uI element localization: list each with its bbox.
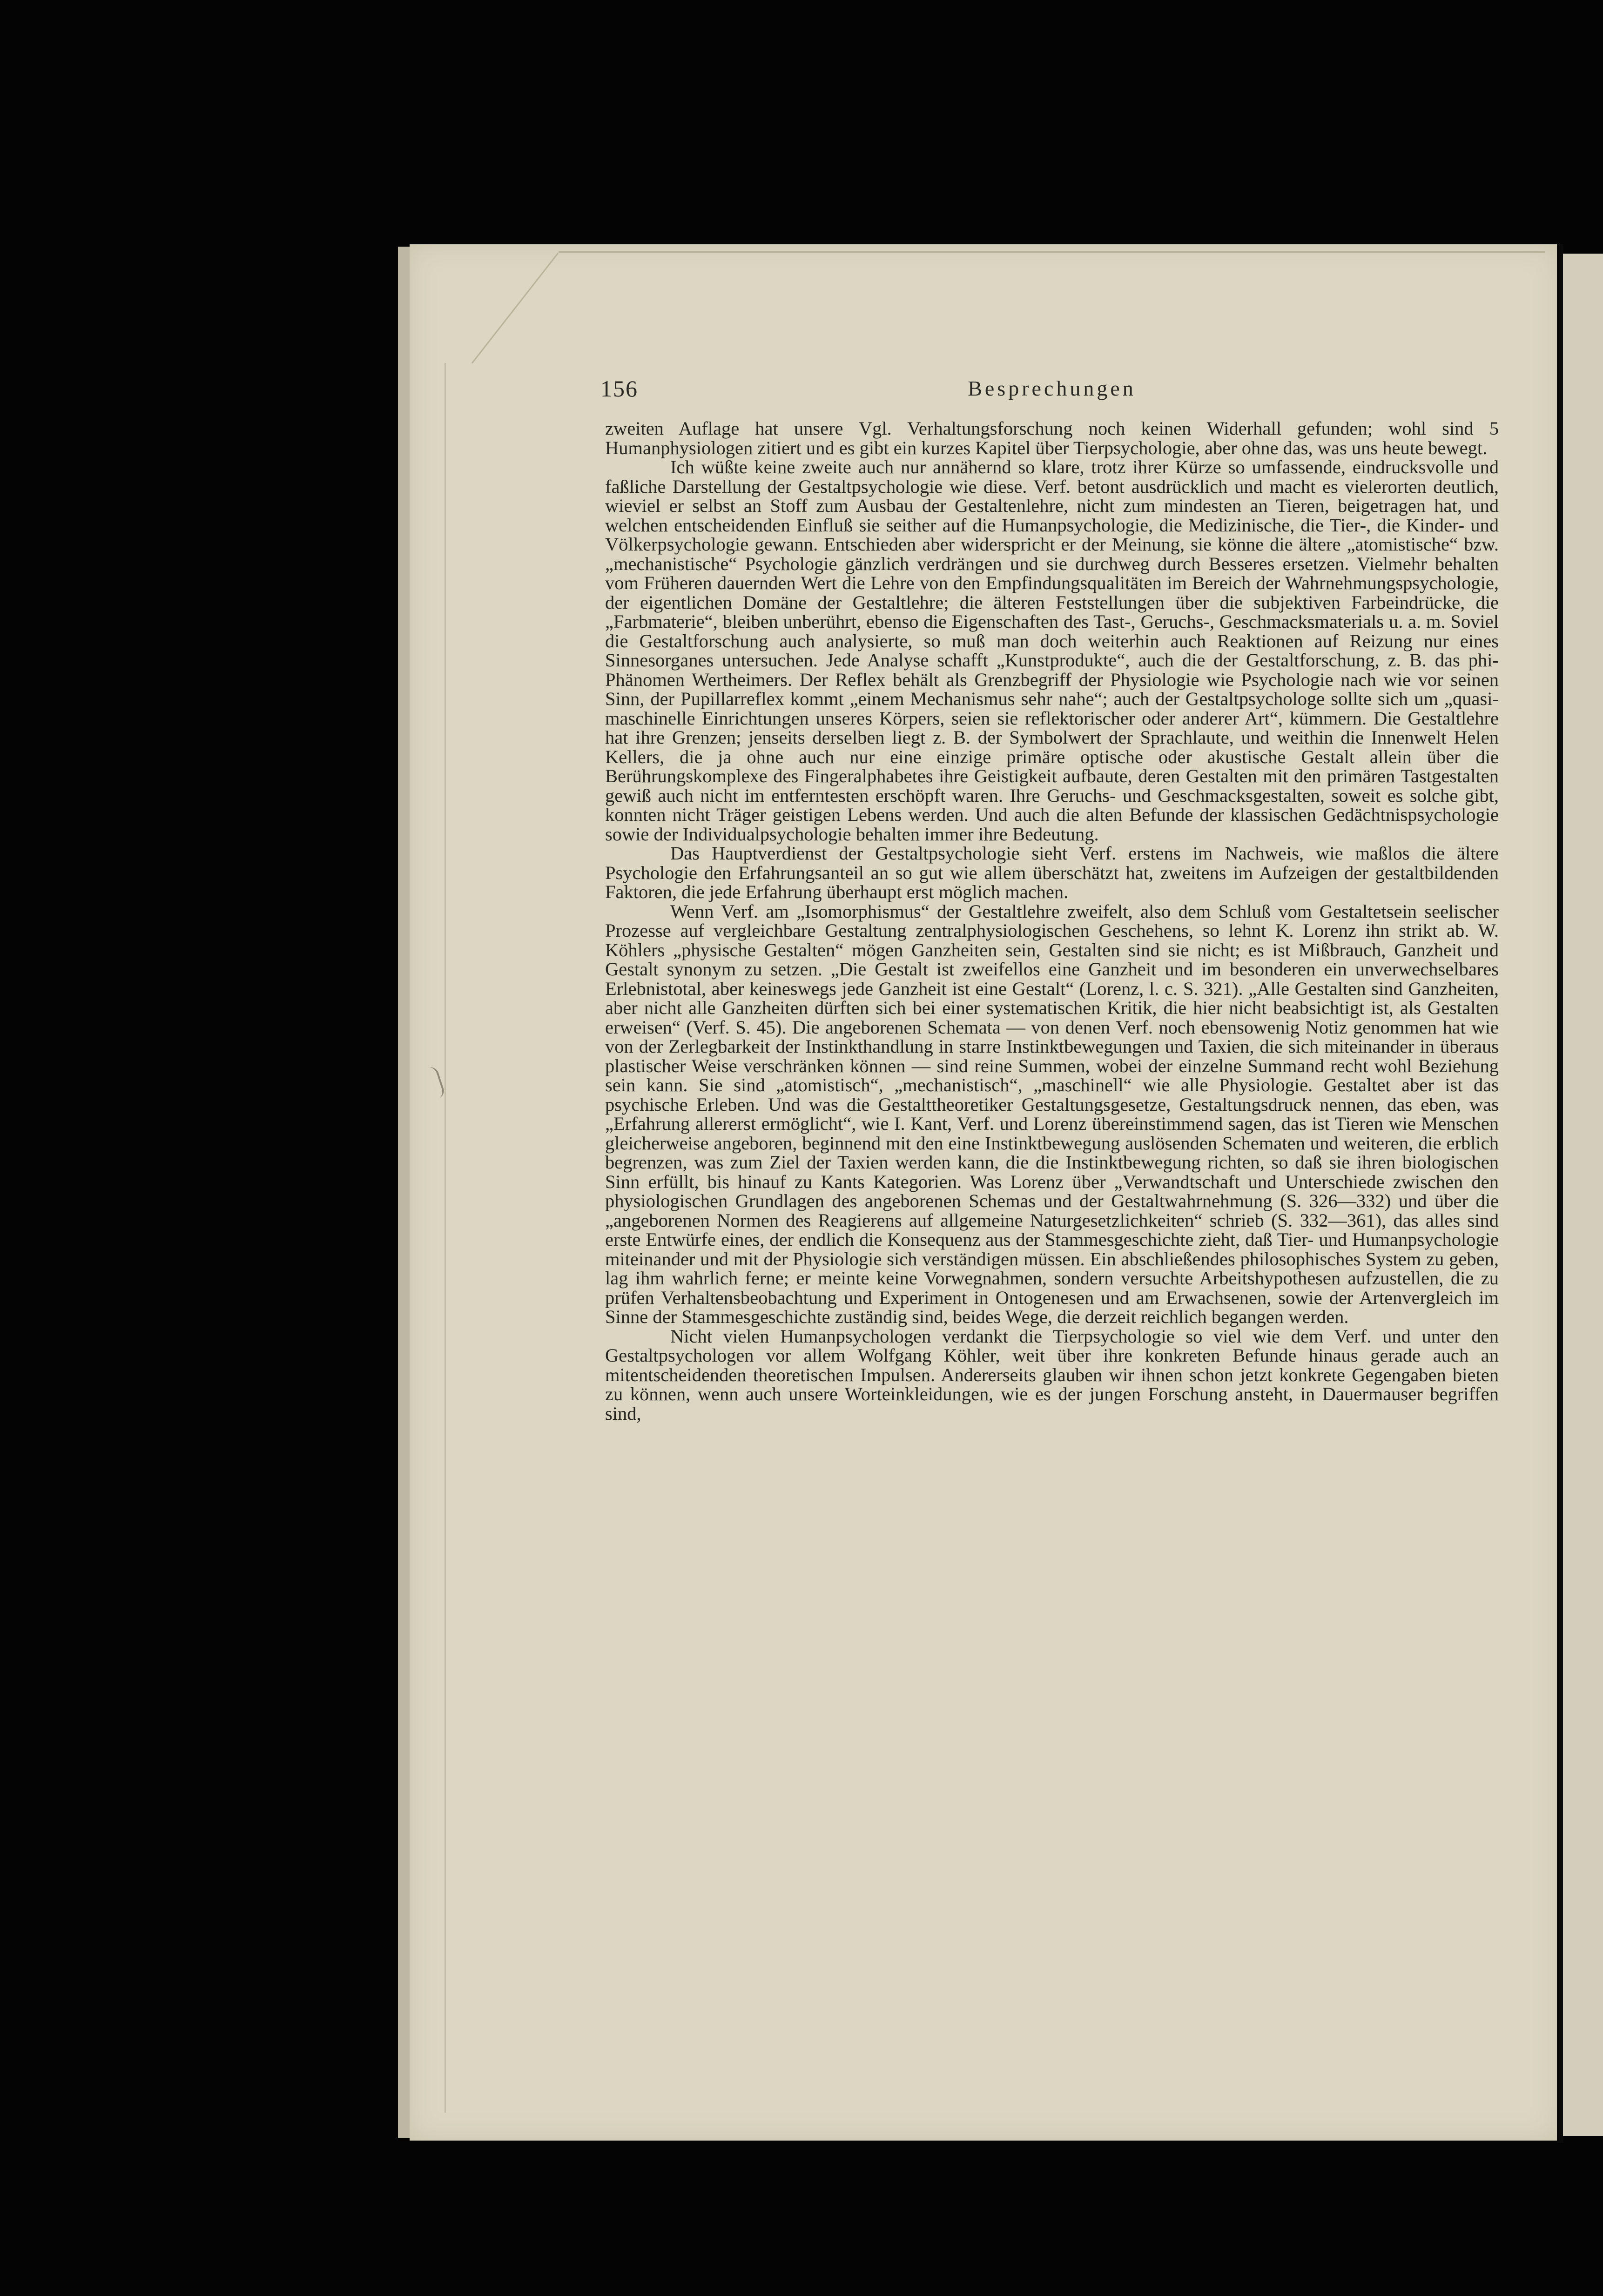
paragraph: Wenn Verf. am „Isomorphismus“ der Gestaltlehre zweifelt, also dem Schluß vom Gestaltetsein seelischer Prozesse auf vergleichbare Gestaltung zentralphysiologischen Geschehens, so lehnt K. Lorenz ihn strikt ab. W. Köhlers „physische Gestalten“ mögen Ganzheiten sein, Gestalten sind sie nicht; es ist Mißbrauch, Ganzheit und Gestalt synonym zu setzen. „Die Gestalt ist zweifellos eine Ganzheit und im besonderen ein unverwechselbares Erlebnistotal, aber keineswegs jede Ganzheit ist eine Gestalt“ (Lorenz, l. c. S. 321). „Alle Gestalten sind Ganzheiten, aber nicht alle Ganzheiten dürften sich bei einer systematischen Kritik, die hier nicht beabsichtigt ist, als Gestalten erweisen“ (Verf. S. 45). Die angeborenen Schemata — von denen Verf. noch ebensowenig Notiz genommen hat wie von der Zerlegbarkeit der Instinkthandlung in starre Instinktbewegungen und Taxien, die sich miteinander in überaus plastischer Weise verschränken können — sind reine Summen, wobei der einzelne Summand recht wohl Beziehung sein kann. Sie sind „atomistisch“, „mechanistisch“, „maschinell“ wie alle Physiologie. Gestaltet aber ist das psychische Erleben. Und was die Gestalttheoretiker Gestaltungsgesetze, Gestaltungsdruck nennen, das eben, was „Erfahrung allererst ermöglicht“, wie I. Kant, Verf. und Lorenz übereinstimmend sagen, das ist Tieren wie Menschen gleicherweise angeboren, beginnend mit den eine Instinktbewegung auslösenden Schematen und weiteren, die erblich begrenzen, was zum Ziel der Taxien werden kann, die die Instinktbewegung richten, so daß sie ihren biologischen Sinn erfüllt, bis hinauf zu Kants Kategorien. Was Lorenz über „Verwandtschaft und Unterschiede zwischen den physiologischen Grundlagen des angeborenen Schemas und der Gestaltwahrnehmung (S. 326—332) und über die „angeborenen Normen des Reagierens auf allgemeine Naturgesetzlichkeiten“ schrieb (S. 332—361), das alles sind erste Entwürfe eines, der endlich die Konsequenz aus der Stammesgeschichte zieht, daß Tier- und Humanpsychologie miteinander und mit der Physiologie sich verständigen müssen. Ein abschließendes philosophisches System zu geben, lag ihm wahrlich ferne; er meinte keine Vorwegnahmen, sondern versuchte Arbeitshypothesen aufzustellen, die zu prüfen Verhaltensbeobachtung und Experiment in Ontogenesen und am Erwachsenen, sowie der Artenvergleich im Sinne der Stammesgeschichte zuständig sind, beides Wege, die derzeit reichlich begangen werden.: [605, 900, 1499, 1327]
next-page-edge: [1563, 254, 1603, 2136]
body-text: [605, 419, 1499, 1423]
section-title: Besprechungen: [968, 376, 1136, 400]
paragraph: Nicht vielen Humanpsychologen verdankt die Tierpsychologie so viel wie dem Verf. und unter den Gestaltpsychologen vor allem Wolfgang Köhler, weit über ihre konkreten Befunde hinaus gerade auch an mitentscheidenden theoretischen Impulsen. Andererseits glauben wir ihnen schon jetzt konkrete Gegengaben bieten zu können, wenn auch unsere Worteinkleidungen, wie es der jungen Forschung ansteht, in Dauermauser begriffen sind,: [605, 1325, 1499, 1424]
paragraph: Das Hauptverdienst der Gestaltpsychologie sieht Verf. erstens im Nachweis, wie maßlos die ältere Psychologie den Erfahrungsanteil an so gut wie allem überschätzt hat, zweitens im Aufzeigen der gestaltbildenden Faktoren, die jede Erfahrung überhaupt erst möglich machen.: [605, 843, 1499, 902]
paragraph: zweiten Auflage hat unsere Vgl. Verhaltungsforschung noch keinen Widerhall gefunden; wohl sind 5 Humanphysiologen zitiert und es gibt ein kurzes Kapitel über Tierpsychologie, aber ohne das, was uns heute bewegt.: [605, 418, 1499, 458]
paragraph: Ich wüßte keine zweite auch nur annähernd so klare, trotz ihrer Kürze so umfassende, eindrucksvolle und faßliche Darstellung der Gestaltpsychologie wie diese. Verf. betont ausdrücklich und macht es vielerorten deutlich, wieviel er selbst an Stoff zum Ausbau der Gestaltenlehre, nicht zum mindesten an Tieren, beigetragen hat, und welchen entscheidenden Einfluß sie seither auf die Humanpsychologie, die Medizinische, die Tier-, die Kinder- und Völkerpsychologie gewann. Entschieden aber widerspricht er der Meinung, sie könne die ältere „atomistische“ bzw. „mechanistische“ Psychologie gänzlich verdrängen und sie durchweg durch Besseres ersetzen. Vielmehr behalten vom Früheren dauernden Wert die Lehre von den Empfindungsqualitäten im Bereich der Wahrnehmungspsychologie, der eigentlichen Domäne der Gestaltlehre; die älteren Feststellungen über die subjektiven Farbeindrücke, die „Farbmaterie“, bleiben unberührt, ebenso die Eigenschaften des Tast-, Geruchs-, Geschmacksmaterials u. a. m. Soviel die Gestaltforschung auch analysierte, so muß man doch weiterhin auch Reaktionen auf Reizung nur eines Sinnesorganes untersuchen. Jede Analyse schafft „Kunstprodukte“, auch die der Gestaltforschung, z. B. das phi-Phänomen Wertheimers. Der Reflex behält als Grenzbegriff der Physiologie wie Psychologie nach wie vor seinen Sinn, der Pupillarreflex kommt „einem Mechanismus sehr nahe“; auch der Gestaltpsychologe sollte sich um „quasi-maschinelle Einrichtungen unseres Körpers, seien sie reflektorischer oder anderer Art“, kümmern. Die Gestaltlehre hat ihre Grenzen; jenseits derselben liegt z. B. der Symbolwert der Sprachlaute, und weithin die Innenwelt Helen Kellers, die ja ohne auch nur eine einzige primäre optische oder akustische Gestalt allein über die Berührungskomplexe des Fingeralphabetes ihre Geistigkeit aufbaute, deren Gestalten mit den primären Tastgestalten gewiß auch nicht im entferntesten erschöpft waren. Ihre Geruchs- und Geschmacksgestalten, soweit es solche gibt, konnten nicht Träger geistigen Lebens werden. Und auch die alten Befunde der klassischen Gedächtnispsychologie sowie der Individualpsychologie behalten immer ihre Bedeutung.: [605, 457, 1499, 845]
paper-fold-line-top: [559, 251, 1545, 253]
paper-fold-line-left: [445, 363, 446, 2113]
page-number: 156: [600, 376, 638, 402]
running-head: [600, 372, 1503, 405]
page-gap-shadow: [1557, 244, 1563, 2143]
